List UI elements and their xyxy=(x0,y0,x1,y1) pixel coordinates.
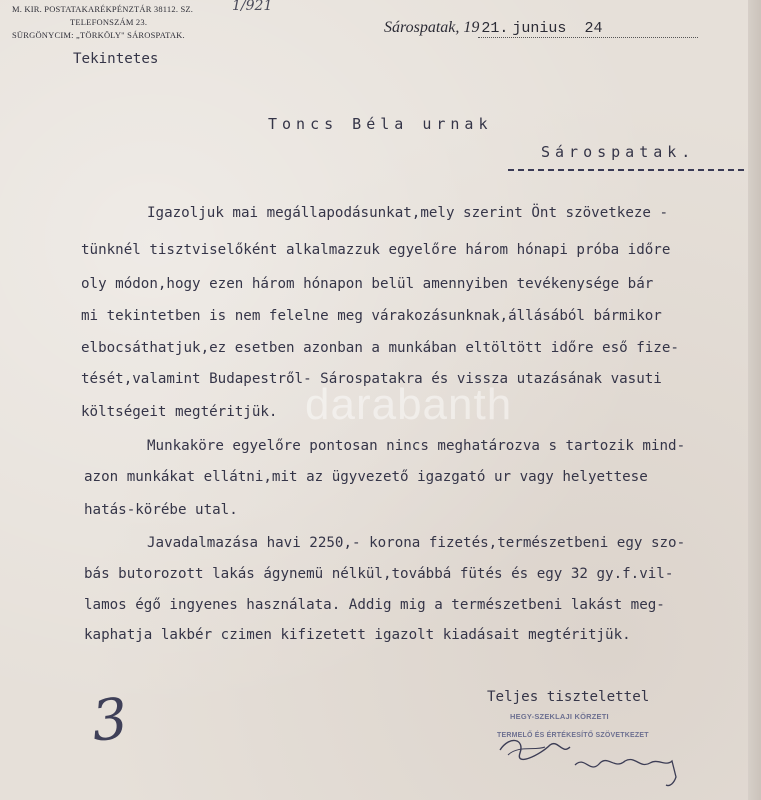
date-year: 21. xyxy=(481,20,509,37)
date-month: junius xyxy=(512,20,567,37)
watermark: darabanth xyxy=(305,380,513,429)
signature-stroke-3 xyxy=(575,759,676,785)
body-line: Igazoljuk mai megállapodásunkat,mely szerint Önt szövetkeze - xyxy=(147,205,669,221)
stamp-line-1: HEGY-SZEKLAJI KÖRZETI xyxy=(510,712,609,721)
body-line: oly módon,hogy ezen három hónapon belül amennyiben tevékenysége bár xyxy=(81,276,654,292)
recipient-city: Sárospatak. xyxy=(541,143,696,161)
city-underline xyxy=(508,169,744,171)
body-line: mi tekintetben is nem felelne meg várakozásunknak,állásából bármikor xyxy=(81,308,662,324)
body-line: kaphatja lakbér czimen kifizetett igazolt kiadásait megtéritjük. xyxy=(84,627,631,643)
date-rule xyxy=(478,37,698,38)
date-day: 24 xyxy=(584,20,603,37)
salutation: Tekintetes xyxy=(73,51,159,67)
place: Sárospatak, 19 xyxy=(384,19,480,36)
letterhead-line-3: SÜRGÖNYCIM: „TÖRKÖLY" SÁROSPATAK. xyxy=(12,30,185,40)
body-line: tünknél tisztviselőként alkalmazzuk egyelőre három hónapi próba időre xyxy=(81,242,671,258)
signature-stroke-1 xyxy=(500,740,570,759)
recipient-name: Toncs Béla urnak xyxy=(268,115,493,133)
paper-edge xyxy=(748,0,761,800)
body-line: bás butorozott lakás ágynemü nélkül,továbbá fütés és egy 32 gy.f.vil- xyxy=(84,566,674,582)
body-line: azon munkákat ellátni,mit az ügyvezető igazgató ur vagy helyettese xyxy=(84,469,648,485)
letterhead-line-2: TELEFONSZÁM 23. xyxy=(70,17,148,27)
body-line: Javadalmazása havi 2250,- korona fizetés,természetbeni egy szo- xyxy=(147,535,686,551)
body-line: költségeit megtéritjük. xyxy=(81,404,278,420)
top-note: 1/921 xyxy=(232,0,273,14)
closing: Teljes tisztelettel xyxy=(487,689,650,705)
stamp-line-2: TERMELŐ ÉS ÉRTÉKESÍTŐ SZÖVETKEZET xyxy=(497,732,649,739)
place-date xyxy=(384,19,602,37)
signature-marks xyxy=(490,725,690,800)
body-line: elbocsáthatjuk,ez esetben azonban a munkában eltöltött időre eső fize- xyxy=(81,340,679,356)
body-line: tését,valamint Budapestről- Sárospatakra és vissza utazásának vasuti xyxy=(81,371,662,387)
body-line: lamos égő ingyenes használata. Addig mig a természetbeni lakást meg- xyxy=(84,597,665,613)
body-line: hatás-körébe utal. xyxy=(84,502,238,518)
body-line: Munkaköre egyelőre pontosan nincs meghatározva s tartozik mind- xyxy=(147,438,686,454)
letterhead-line-1: M. KIR. POSTATAKARÉKPÉNZTÁR 38112. SZ. xyxy=(12,4,194,14)
margin-mark: 3 xyxy=(88,686,131,755)
